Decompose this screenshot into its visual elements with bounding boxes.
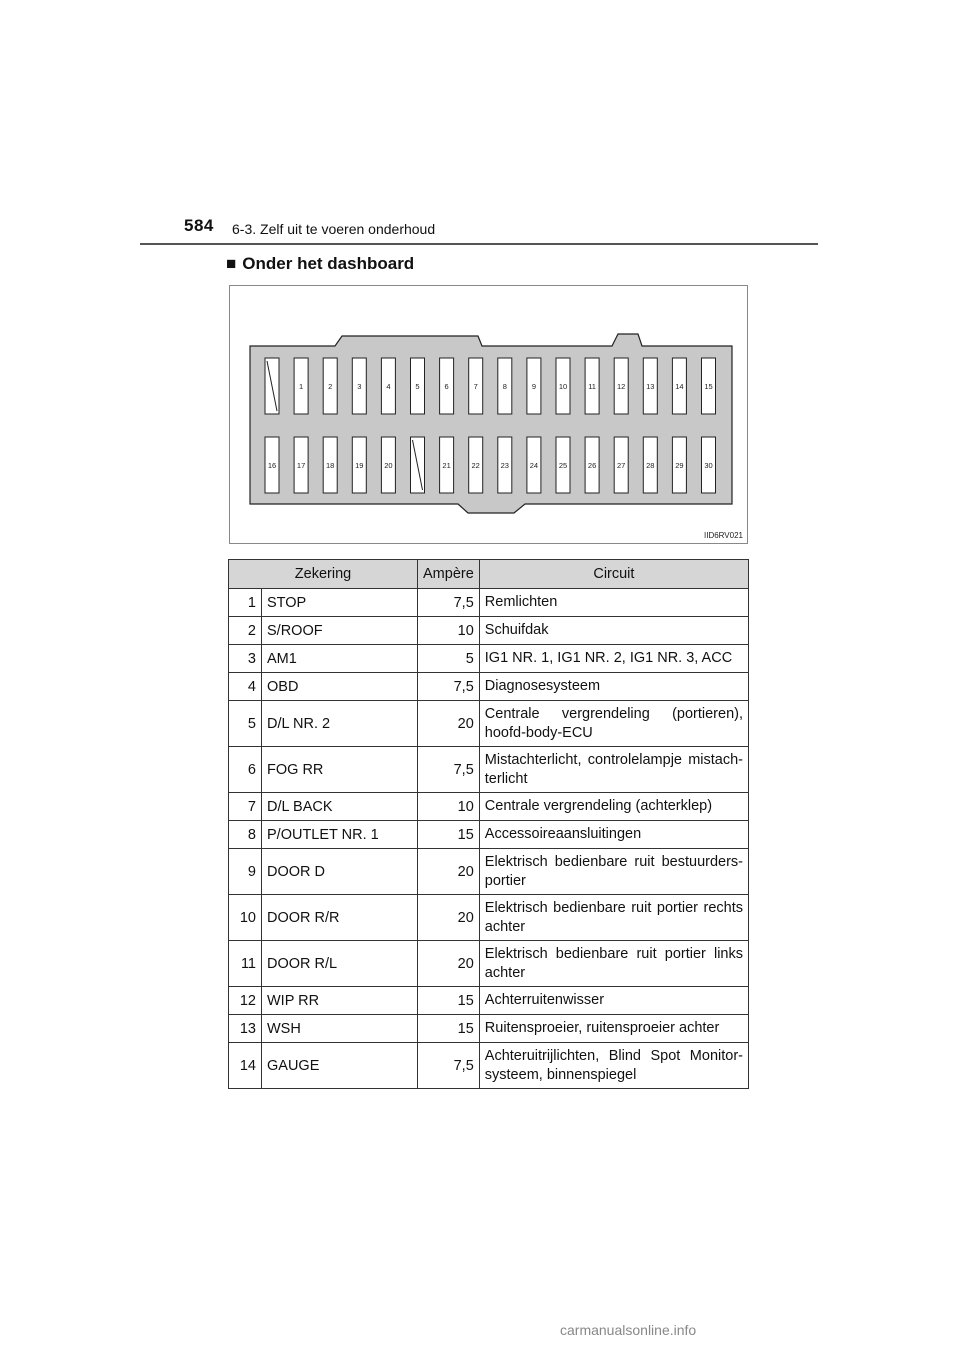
fuse-slot <box>672 358 686 414</box>
fuse-number: 8 <box>229 821 262 849</box>
fuse-circuit: Accessoireaansluitingen <box>479 821 748 849</box>
fuse-circuit: Achteruitrijlichten, Blind Spot Monitor-systeem, binnenspiegel <box>479 1043 748 1089</box>
section-heading <box>226 254 414 274</box>
fuse-circuit: Elektrisch bedienbare ruit portier rechts achter <box>479 895 748 941</box>
fuse-slot-label: 24 <box>529 461 539 470</box>
empty-fuse-slot <box>265 358 279 414</box>
fuse-slot <box>469 437 483 493</box>
fuse-number: 7 <box>229 793 262 821</box>
fuse-circuit: Elektrisch bedienbare ruit portier links achter <box>479 941 748 987</box>
fuse-slot-label: 18 <box>326 461 335 470</box>
fuse-slot-label: 19 <box>355 461 364 470</box>
fuse-slot-label: 10 <box>558 382 568 391</box>
fuse-slot <box>498 437 512 493</box>
fuse-circuit: Achterruitenwisser <box>479 987 748 1015</box>
fuse-slot-label: 27 <box>617 461 626 470</box>
fuse-slot <box>469 358 483 414</box>
fuse-number: 2 <box>229 617 262 645</box>
fuse-number: 14 <box>229 1043 262 1089</box>
fuse-ampere: 20 <box>418 941 480 987</box>
fuse-slot <box>411 358 425 414</box>
fuse-slot-label: 11 <box>588 382 596 391</box>
fuse-slot-label: 28 <box>646 461 655 470</box>
fuse-slot <box>440 437 454 493</box>
fuse-slot <box>614 437 628 493</box>
fuse-circuit: Schuifdak <box>479 617 748 645</box>
page-number: 584 <box>184 216 214 235</box>
fuse-box-diagram <box>230 286 747 543</box>
fuse-name: WIP RR <box>262 987 418 1015</box>
table-row <box>229 793 749 821</box>
fuse-number: 10 <box>229 895 262 941</box>
fuse-ampere: 5 <box>418 645 480 673</box>
fuse-slot <box>585 437 599 493</box>
table-row <box>229 849 749 895</box>
fuse-ampere: 20 <box>418 895 480 941</box>
fuse-name: STOP <box>262 589 418 617</box>
table-row <box>229 645 749 673</box>
fuse-slot <box>294 358 308 414</box>
table-row <box>229 1043 749 1089</box>
table-row <box>229 747 749 793</box>
fuse-number: 3 <box>229 645 262 673</box>
fuse-ampere: 7,5 <box>418 589 480 617</box>
fuse-slot <box>440 358 454 414</box>
fuse-number: 5 <box>229 701 262 747</box>
table-row <box>229 1015 749 1043</box>
fuse-box-figure <box>229 285 748 544</box>
fuse-slot-label: 16 <box>267 461 277 470</box>
header-zekering: Zekering <box>229 560 418 589</box>
fuse-number: 13 <box>229 1015 262 1043</box>
fuse-number: 4 <box>229 673 262 701</box>
fuse-name: D/L BACK <box>262 793 418 821</box>
fuse-name: DOOR R/L <box>262 941 418 987</box>
fuse-slot-label: 5 <box>415 382 420 391</box>
fuse-slot <box>527 358 541 414</box>
fuse-slot-label: 26 <box>587 461 597 470</box>
table-row <box>229 701 749 747</box>
fuse-slot-label: 2 <box>328 382 333 391</box>
table-row <box>229 941 749 987</box>
fuse-ampere: 10 <box>418 793 480 821</box>
fuse-slot-label: 7 <box>473 382 478 391</box>
fuse-name: AM1 <box>262 645 418 673</box>
header-ampere: Ampère <box>418 560 480 589</box>
fuse-ampere: 15 <box>418 821 480 849</box>
header-divider <box>140 243 818 245</box>
fuse-circuit: IG1 NR. 1, IG1 NR. 2, IG1 NR. 3, ACC <box>479 645 748 673</box>
header-circuit: Circuit <box>479 560 748 589</box>
fuse-slot-label: 6 <box>444 382 449 391</box>
fuse-name: FOG RR <box>262 747 418 793</box>
fuse-slot <box>643 358 657 414</box>
fuse-ampere: 15 <box>418 1015 480 1043</box>
fuse-number: 9 <box>229 849 262 895</box>
fuse-circuit: Mistachterlicht, controlelampje mistach-terlicht <box>479 747 748 793</box>
fuse-name: OBD <box>262 673 418 701</box>
fuse-slot <box>672 437 686 493</box>
fuse-name: D/L NR. 2 <box>262 701 418 747</box>
fuse-slot <box>498 358 512 414</box>
fuse-slot <box>352 437 366 493</box>
fuse-slot-label: 13 <box>646 382 655 391</box>
fuse-number: 12 <box>229 987 262 1015</box>
table-row <box>229 895 749 941</box>
fuse-ampere: 7,5 <box>418 673 480 701</box>
fuse-box-outline <box>250 334 732 513</box>
fuse-slot <box>702 437 716 493</box>
fuse-name: P/OUTLET NR. 1 <box>262 821 418 849</box>
fuse-circuit: Elektrisch bedienbare ruit bestuurders-portier <box>479 849 748 895</box>
fuse-circuit: Remlichten <box>479 589 748 617</box>
fuse-name: DOOR D <box>262 849 418 895</box>
table-row <box>229 617 749 645</box>
fuse-slot-label: 17 <box>296 461 306 470</box>
fuse-slot <box>381 437 395 493</box>
fuse-slot <box>643 437 657 493</box>
fuse-slot-label: 29 <box>675 461 684 470</box>
fuse-name: S/ROOF <box>262 617 418 645</box>
chapter-title: 6-3. Zelf uit te voeren onderhoud <box>232 221 436 237</box>
table-header-row <box>229 560 749 589</box>
fuse-slot-label: 25 <box>558 461 568 470</box>
fuse-slot <box>556 358 570 414</box>
fuse-number: 1 <box>229 589 262 617</box>
table-row <box>229 987 749 1015</box>
square-bullet-icon: ■ <box>226 254 237 273</box>
fuse-slot <box>323 437 337 493</box>
section-heading-text: Onder het dashboard <box>242 254 415 273</box>
fuse-slot <box>585 358 599 414</box>
fuse-circuit: Diagnosesysteem <box>479 673 748 701</box>
table-row <box>229 673 749 701</box>
fuse-ampere: 20 <box>418 701 480 747</box>
figure-code: IID6RV021 <box>704 531 743 540</box>
fuse-slot-label: 12 <box>617 382 626 391</box>
fuse-slot-label: 15 <box>704 382 713 391</box>
fuse-slot-label: 3 <box>357 382 362 391</box>
fuse-slot-label: 21 <box>442 461 451 470</box>
fuse-slot-label: 8 <box>502 382 507 391</box>
fuse-ampere: 15 <box>418 987 480 1015</box>
fuse-ampere: 10 <box>418 617 480 645</box>
fuse-ampere: 20 <box>418 849 480 895</box>
fuse-slot <box>614 358 628 414</box>
table-row <box>229 589 749 617</box>
fuse-slot-label: 14 <box>675 382 684 391</box>
fuse-slot-label: 9 <box>531 382 536 391</box>
empty-fuse-slot <box>411 437 425 493</box>
fuse-slot <box>527 437 541 493</box>
fuse-slot <box>265 437 279 493</box>
fuse-ampere: 7,5 <box>418 1043 480 1089</box>
fuse-slot <box>556 437 570 493</box>
fuse-name: GAUGE <box>262 1043 418 1089</box>
fuse-number: 11 <box>229 941 262 987</box>
fuse-slot-label: 22 <box>471 461 480 470</box>
table-row <box>229 821 749 849</box>
fuse-table <box>228 559 749 1089</box>
fuse-number: 6 <box>229 747 262 793</box>
fuse-circuit: Centrale vergrendeling (achterklep) <box>479 793 748 821</box>
fuse-name: WSH <box>262 1015 418 1043</box>
watermark: carmanualsonline.info <box>560 1322 697 1338</box>
fuse-slot <box>381 358 395 414</box>
fuse-slot <box>323 358 337 414</box>
fuse-circuit: Centrale vergrendeling (portieren), hoofd-body-ECU <box>479 701 748 747</box>
fuse-slot <box>702 358 716 414</box>
fuse-slot-label: 30 <box>704 461 713 470</box>
fuse-slot <box>352 358 366 414</box>
fuse-circuit: Ruitensproeier, ruitensproeier achter <box>479 1015 748 1043</box>
fuse-slot-label: 4 <box>386 382 391 391</box>
fuse-slot <box>294 437 308 493</box>
fuse-slot-label: 20 <box>384 461 393 470</box>
fuse-ampere: 7,5 <box>418 747 480 793</box>
fuse-slot-label: 23 <box>500 461 509 470</box>
fuse-slot-label: 1 <box>299 382 304 391</box>
fuse-name: DOOR R/R <box>262 895 418 941</box>
